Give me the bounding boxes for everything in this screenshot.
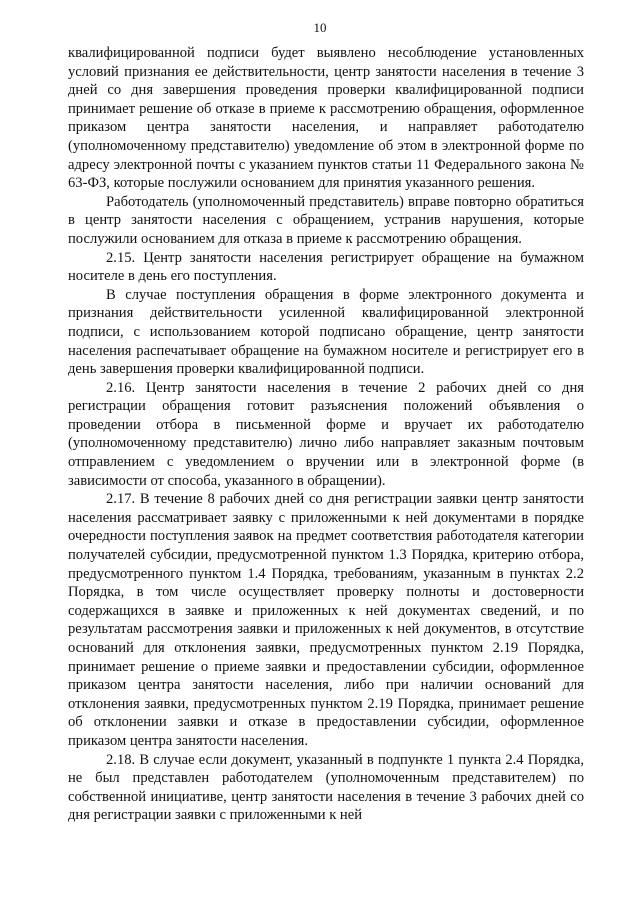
paragraph-continuation: квалифицированной подписи будет выявлено несоблюдение установленных условий признания ее действительности, центр занятости населения в течение 3 дней со дня завершения проведения проверки квалифицированной подписи принимает решение об отказе в приеме к рассмотрению обращения, оформленное приказом центра занятости населения, и направляет работодателю (уполномоченному представителю) уведомление об этом в электронной форме по адресу электронной почты с указанием пунктов статьи 11 Федерального закона № 63-ФЗ, которые послужили основанием для принятия указанного решения. — [68, 45, 584, 192]
document-body — [68, 44, 584, 825]
paragraph-electronic-document: В случае поступления обращения в форме электронного документа и признания действительности усиленной квалифицированной электронной подписи, с использованием которой подписано обращение, центр занятости населения распечатывает обращение на бумажном носителе и регистрирует его в день завершения проверки квалифицированной подписи. — [68, 286, 584, 378]
paragraph-2-15: 2.15. Центр занятости населения регистрирует обращение на бумажном носителе в день его поступления. — [68, 249, 584, 285]
paragraph-2-18: 2.18. В случае если документ, указанный в подпункте 1 пункта 2.4 Порядка, не был представлен работодателем (уполномоченным представителем) по собственной инициативе, центр занятости населения в течение 3 рабочих дней со дня регистрации заявки с приложенными к ней — [68, 751, 584, 824]
paragraph-2-16: 2.16. Центр занятости населения в течение 2 рабочих дней со дня регистрации обращения готовит разъяснения положений объявления о проведении отбора в письменной форме и вручает их работодателю (уполномоченному представителю) лично либо направляет заказным почтовым отправлением с уведомлением о вручении или в электронной форме (в зависимости от способа, указанного в обращении). — [68, 379, 584, 489]
paragraph-2-17: 2.17. В течение 8 рабочих дней со дня регистрации заявки центр занятости населения рассматривает заявку с приложенными к ней документами в порядке очередности поступления заявок на предмет соответствия работодателя категории получателей субсидии, предусмотренной пунктом 1.3 Порядка, критерию отбора, предусмотренного пунктом 1.4 Порядка, требованиям, указанным в пунктах 2.2 Порядка, в том числе осуществляет проверку полноты и достоверности содержащихся в заявке и приложенных к ней документах сведений, и по результатам рассмотрения заявки и приложенных к ней документов, в отсутствие оснований для отклонения заявки, предусмотренных пунктом 2.19 Порядка, принимает решение о приеме заявки и предоставлении субсидии, оформленное приказом центра занятости населения, либо при наличии оснований для отклонения заявки, предусмотренных пунктом 2.19 Порядка, принимает решение об отклонении заявки и отказе в предоставлении субсидии, оформленное приказом центра занятости населения. — [68, 491, 584, 749]
paragraph-repeat-application: Работодатель (уполномоченный представитель) вправе повторно обратиться в центр занятости населения с обращением, устранив нарушения, которые послужили основанием для отказа в приеме к рассмотрению обращения. — [68, 193, 584, 247]
page-number: 10 — [313, 20, 327, 35]
